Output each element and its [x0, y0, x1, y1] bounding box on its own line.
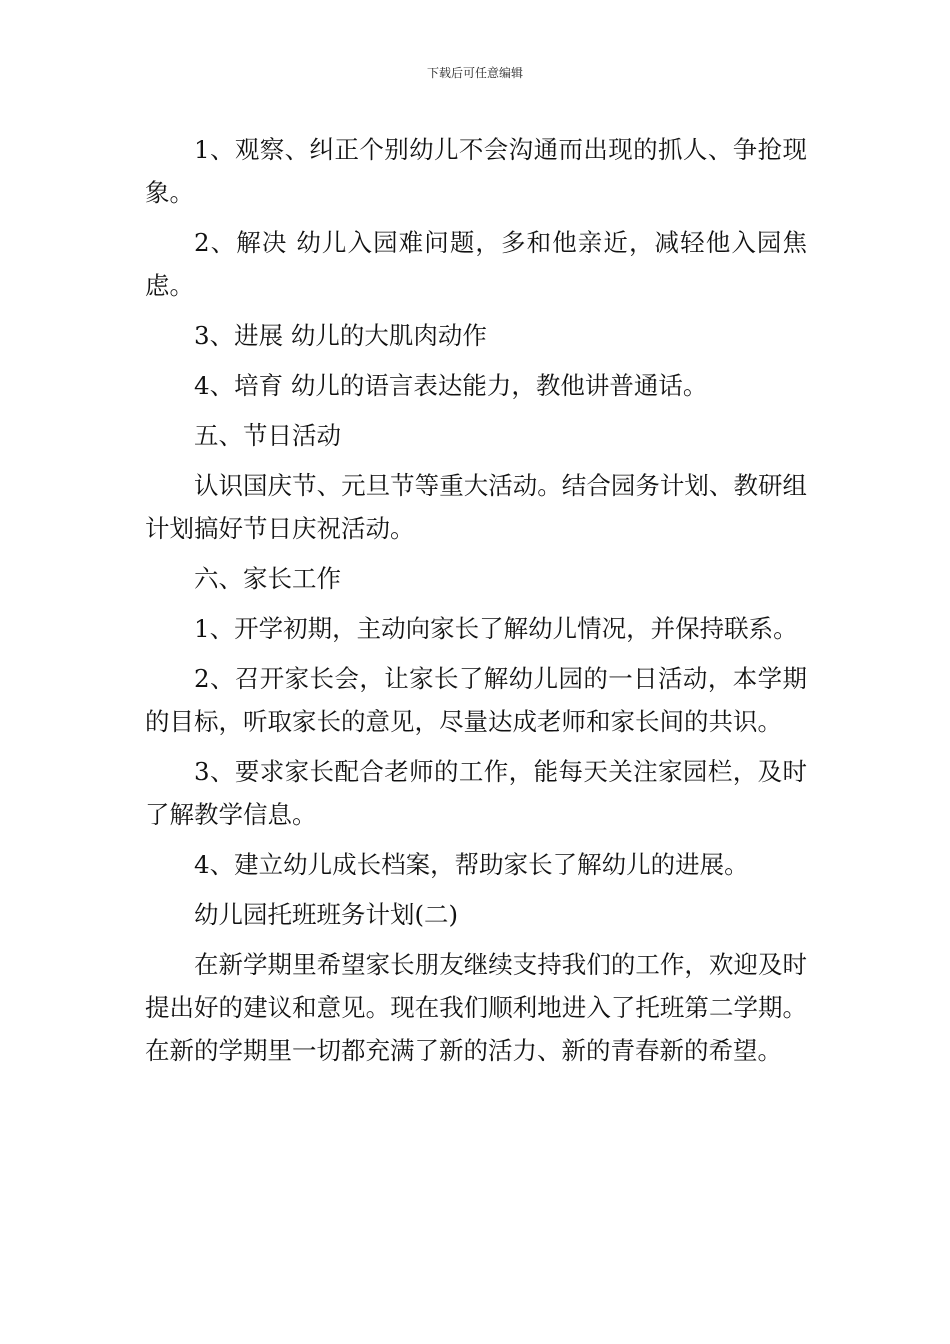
paragraph-anxiety: 2、解决 幼儿入园难问题，多和他亲近，减轻他入园焦虑。	[145, 228, 807, 300]
paragraph-festival: 认识国庆节、元旦节等重大活动。结合园务计划、教研组计划搞好节日庆祝活动。	[145, 471, 807, 543]
document-body	[145, 128, 807, 1079]
paragraph-growth-file: 4、建立幼儿成长档案，帮助家长了解幼儿的进展。	[194, 850, 749, 879]
paragraph-motor-skills: 3、进展 幼儿的大肌肉动作	[194, 321, 487, 350]
section-heading-parents: 六、家长工作	[194, 564, 341, 593]
paragraph-observe: 1、观察、纠正个别幼儿不会沟通而出现的抓人、争抢现象。	[145, 135, 807, 207]
section-heading-festival: 五、节日活动	[194, 421, 341, 450]
section-title-plan-two: 幼儿园托班班务计划(二)	[194, 900, 459, 929]
paragraph-parents-cooperate: 3、要求家长配合老师的工作，能每天关注家园栏，及时了解教学信息。	[145, 757, 807, 829]
paragraph-parents-contact: 1、开学初期，主动向家长了解幼儿情况，并保持联系。	[194, 614, 798, 643]
paragraph-language: 4、培育 幼儿的语言表达能力，教他讲普通话。	[194, 371, 708, 400]
paragraph-parents-meeting: 2、召开家长会，让家长了解幼儿园的一日活动，本学期的目标，听取家长的意见，尽量达成老师和家长间的共识。	[145, 664, 807, 736]
paragraph-new-semester: 在新学期里希望家长朋友继续支持我们的工作，欢迎及时提出好的建议和意见。现在我们顺利地进入了托班第二学期。在新的学期里一切都充满了新的活力、新的青春新的希望。	[145, 950, 807, 1065]
page-header: 下载后可任意编辑	[426, 66, 523, 80]
